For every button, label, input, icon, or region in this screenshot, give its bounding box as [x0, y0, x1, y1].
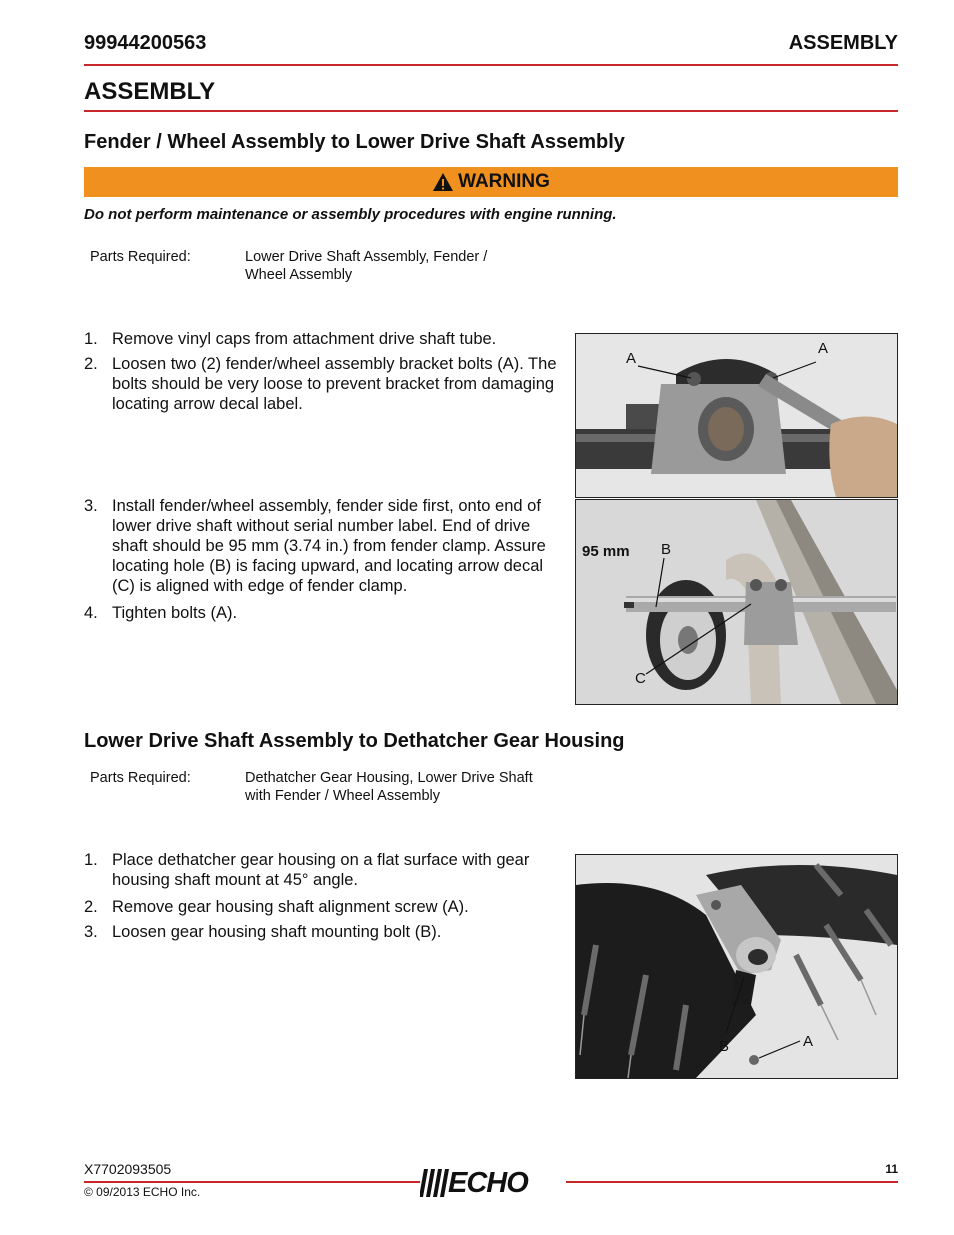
step-text: Loosen two (2) fender/wheel assembly bracket bolts (A). The bolts should be very loose to prevent bracket from damaging locating arrow decal label.	[112, 355, 557, 413]
parts-required-label: Parts Required:	[90, 249, 191, 265]
step-number: 4.	[84, 604, 98, 622]
gear-housing-photo	[575, 854, 898, 1079]
step-item	[84, 897, 564, 917]
step-text: Remove gear housing shaft alignment screw (A).	[112, 898, 469, 916]
parts-value-line: Dethatcher Gear Housing, Lower Drive Shaft	[245, 770, 533, 786]
step-number: 1.	[84, 851, 98, 869]
step-text: Loosen gear housing shaft mounting bolt (B).	[112, 923, 442, 941]
step-text: Tighten bolts (A).	[112, 604, 238, 622]
step-number: 1.	[84, 330, 98, 348]
callout-c: C	[635, 670, 646, 687]
bracket-bolts-photo	[575, 333, 898, 498]
step-item	[84, 329, 564, 349]
logo-text: ECHO	[448, 1167, 528, 1199]
step-text: Install fender/wheel assembly, fender side first, onto end of lower drive shaft without serial number label. End of drive shaft should be 95 mm (3.74 in.) from fender clamp. Assure locating hole (B) is facing upward, and locating arrow decal (C) is aligned with edge of fender clamp.	[112, 497, 546, 595]
callout-a: A	[626, 350, 637, 367]
step-item	[84, 603, 564, 623]
step-item	[84, 354, 564, 414]
callout-a: A	[818, 340, 829, 357]
dimension-label: 95 mm	[582, 543, 630, 560]
parts-required-label: Parts Required:	[90, 770, 191, 786]
callout-b: B	[661, 541, 672, 558]
echo-logo	[420, 1166, 566, 1200]
doc-number: X7702093505	[84, 1161, 172, 1177]
callout-a: A	[803, 1033, 814, 1050]
step-number: 3.	[84, 923, 98, 941]
step-text: Place dethatcher gear housing on a flat surface with gear housing shaft mount at 45° angle.	[112, 851, 530, 889]
step-item	[84, 850, 564, 890]
step-number: 3.	[84, 497, 98, 515]
parts-value-line: Lower Drive Shaft Assembly, Fender /	[245, 249, 488, 265]
header-rule	[84, 64, 898, 66]
step-number: 2.	[84, 355, 98, 373]
copyright: © 09/2013 ECHO Inc.	[84, 1185, 201, 1199]
warning-label: WARNING	[458, 171, 550, 192]
step-item	[84, 922, 564, 942]
section2-title: Lower Drive Shaft Assembly to Dethatcher Gear Housing	[84, 730, 625, 752]
step-text: Remove vinyl caps from attachment drive shaft tube.	[112, 330, 497, 348]
parts-required-value	[245, 248, 487, 284]
warning-text: Do not perform maintenance or assembly procedures with engine running.	[84, 206, 617, 223]
warning-bar	[84, 167, 898, 197]
callout-b: B	[719, 1038, 730, 1055]
step-number: 2.	[84, 898, 98, 916]
step-item	[84, 496, 564, 596]
section1-title: Fender / Wheel Assembly to Lower Drive Shaft Assembly	[84, 131, 625, 153]
page-number: 11	[885, 1162, 898, 1176]
parts-value-line: with Fender / Wheel Assembly	[245, 788, 441, 804]
title-rule	[84, 110, 898, 112]
parts-value-line: Wheel Assembly	[245, 267, 353, 283]
header-part-number: 99944200563	[84, 32, 207, 54]
header-section: ASSEMBLY	[788, 32, 898, 54]
page-title: ASSEMBLY	[84, 78, 216, 105]
fender-clamp-photo	[575, 499, 898, 705]
warning-icon	[432, 172, 454, 192]
parts-required-value	[245, 769, 533, 805]
